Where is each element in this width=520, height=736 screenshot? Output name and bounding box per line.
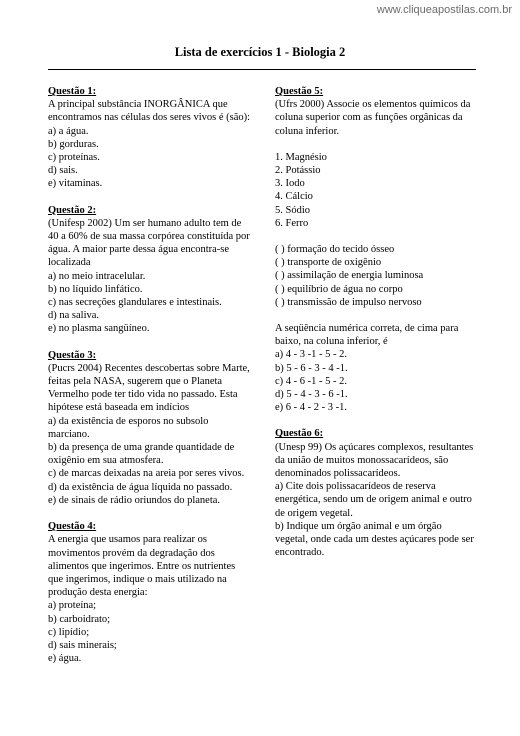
question-text-line: movimentos provém da degradação dos <box>48 547 215 559</box>
question-text-line: c) proteínas. <box>48 152 100 164</box>
question-text-line: e) de sinais de rádio oriundos do planeta. <box>48 494 221 506</box>
question-text-line: (Ufrs 2000) Associe os elementos químicos da <box>275 99 471 111</box>
question-text-line: A seqüência numérica correta, de cima para <box>275 323 459 335</box>
question-title: Questão 5: <box>275 86 324 97</box>
watermark: www.cliqueapostilas.com.br <box>376 4 512 16</box>
question-text-line: d) da existência de água líquida no passado. <box>48 481 233 493</box>
question-text-line: a) 4 - 3 -1 - 5 - 2. <box>275 349 348 361</box>
question-text-line: marciano. <box>48 428 90 440</box>
question-text-line: 5. Sódio <box>275 204 311 216</box>
question-block <box>275 427 480 559</box>
question-text-line: d) sais. <box>48 165 78 177</box>
question-text-line: d) sais minerais; <box>48 639 117 651</box>
question-text-line: c) lipídio; <box>48 626 90 638</box>
question-text-line: ( ) assimilação de energia luminosa <box>275 270 424 282</box>
question-text-line: 4. Cálcio <box>275 191 313 203</box>
question-text-line: feitas pela NASA, sugerem que o Planeta <box>48 376 223 388</box>
question-text-line: vegetal, onde cada um destes açúcares pode ser <box>275 534 474 546</box>
question-text-line: (Pucrs 2004) Recentes descobertas sobre Marte, <box>48 362 250 374</box>
question-text-line: d) na saliva. <box>48 310 100 322</box>
question-text-line: b) carboidrato; <box>48 613 111 625</box>
question-text-line: b) gorduras. <box>48 138 99 150</box>
question-text-line: 3. Iodo <box>275 178 305 190</box>
question-text-line: b) no líquido linfático. <box>48 283 143 295</box>
question-text-line: da união de muitos monossacarídeos, são <box>275 454 449 466</box>
question-text-line: ( ) formação do tecido ósseo <box>275 244 395 256</box>
question-text-line: produção desta energia: <box>48 587 148 599</box>
question-text-line: (Unesp 99) Os açúcares complexos, resultantes <box>275 441 474 453</box>
question-text-line: c) nas secreções glandulares e intestinais. <box>48 297 222 309</box>
question-block <box>48 520 253 665</box>
question-text-line: e) 6 - 4 - 2 - 3 -1. <box>275 402 348 414</box>
question-block <box>48 85 253 191</box>
question-text-line: coluna superior com as funções orgânicas da <box>275 112 463 124</box>
question-text-line: água. A maior parte dessa água encontra-se <box>48 244 230 256</box>
question-text-line: d) 5 - 4 - 3 - 6 -1. <box>275 389 348 401</box>
question-text-line: de origem vegetal. <box>275 507 353 519</box>
question-text-line: e) vitaminas. <box>48 178 103 190</box>
question-text-line: A energia que usamos para realizar os <box>48 534 207 546</box>
right-column <box>275 85 480 573</box>
question-text-line: b) 5 - 6 - 3 - 4 -1. <box>275 362 348 374</box>
question-text-line: e) no plasma sangüíneo. <box>48 323 150 335</box>
blank-line <box>275 138 480 151</box>
question-text-line: Vermelho pode ter tido vida no passado. Esta <box>48 389 238 401</box>
question-text-line: a) da existência de esporos no subsolo <box>48 415 209 427</box>
question-title: Questão 2: <box>48 204 97 216</box>
question-text-line: oxigênio em sua atmosfera. <box>48 455 164 467</box>
question-text-line: localizada <box>48 257 91 269</box>
question-block <box>275 85 480 414</box>
blank-line <box>275 230 480 243</box>
question-text-line: ( ) transporte de oxigênio <box>275 257 382 269</box>
question-title: Questão 3: <box>48 349 97 361</box>
question-text-line: ( ) transmissão de impulso nervoso <box>275 296 422 308</box>
question-text-line: alimentos que ingerimos. Entre os nutrientes <box>48 560 236 572</box>
question-text-line: 2. Potássio <box>275 165 321 177</box>
left-column <box>48 85 253 678</box>
question-text-line: A principal substância INORGÂNICA que <box>48 99 228 111</box>
question-text-line: b) Indique um órgão animal e um órgão <box>275 520 442 532</box>
question-text-line: denominados polissacarídeos. <box>275 468 401 480</box>
question-text-line: e) água. <box>48 653 82 665</box>
question-text-line: a) proteína; <box>48 600 97 612</box>
question-text-line: b) da presença de uma grande quantidade de <box>48 442 235 454</box>
question-text-line: 40 a 60% de sua massa corpórea constituída por <box>48 231 250 243</box>
question-text-line: que ingerimos, indique o mais utilizado na <box>48 573 227 585</box>
question-text-line: 6. Ferro <box>275 217 309 229</box>
question-text-line: c) de marcas deixadas na areia por seres vivos. <box>48 468 245 480</box>
question-title: Questão 4: <box>48 521 97 533</box>
question-text-line: encontrado. <box>275 547 325 559</box>
question-text-line: energética, sendo um de origem animal e outro <box>275 494 472 506</box>
question-title: Questão 6: <box>275 428 324 440</box>
question-block <box>48 204 253 336</box>
question-text-line: (Unifesp 2002) Um ser humano adulto tem de <box>48 217 242 229</box>
question-text-line: a) Cite dois polissacarídeos de reserva <box>275 481 436 493</box>
question-text-line: ( ) equilíbrio de água no corpo <box>275 283 403 295</box>
title-divider <box>48 69 476 70</box>
question-text-line: a) a água. <box>48 125 89 137</box>
question-text-line: hipótese está baseada em indícios <box>48 402 190 414</box>
page-title: Lista de exercícios 1 - Biologia 2 <box>174 45 346 59</box>
question-text-line: a) no meio intracelular. <box>48 270 146 282</box>
blank-line <box>275 309 480 322</box>
question-text-line: coluna inferior. <box>275 125 340 137</box>
question-text-line: baixo, na coluna inferior, é <box>275 336 388 348</box>
question-text-line: encontramos nas células dos seres vivos é (são): <box>48 112 251 124</box>
question-title: Questão 1: <box>48 86 97 97</box>
question-block <box>48 349 253 507</box>
question-text-line: 1. Magnésio <box>275 151 327 163</box>
question-text-line: c) 4 - 6 -1 - 5 - 2. <box>275 375 348 387</box>
